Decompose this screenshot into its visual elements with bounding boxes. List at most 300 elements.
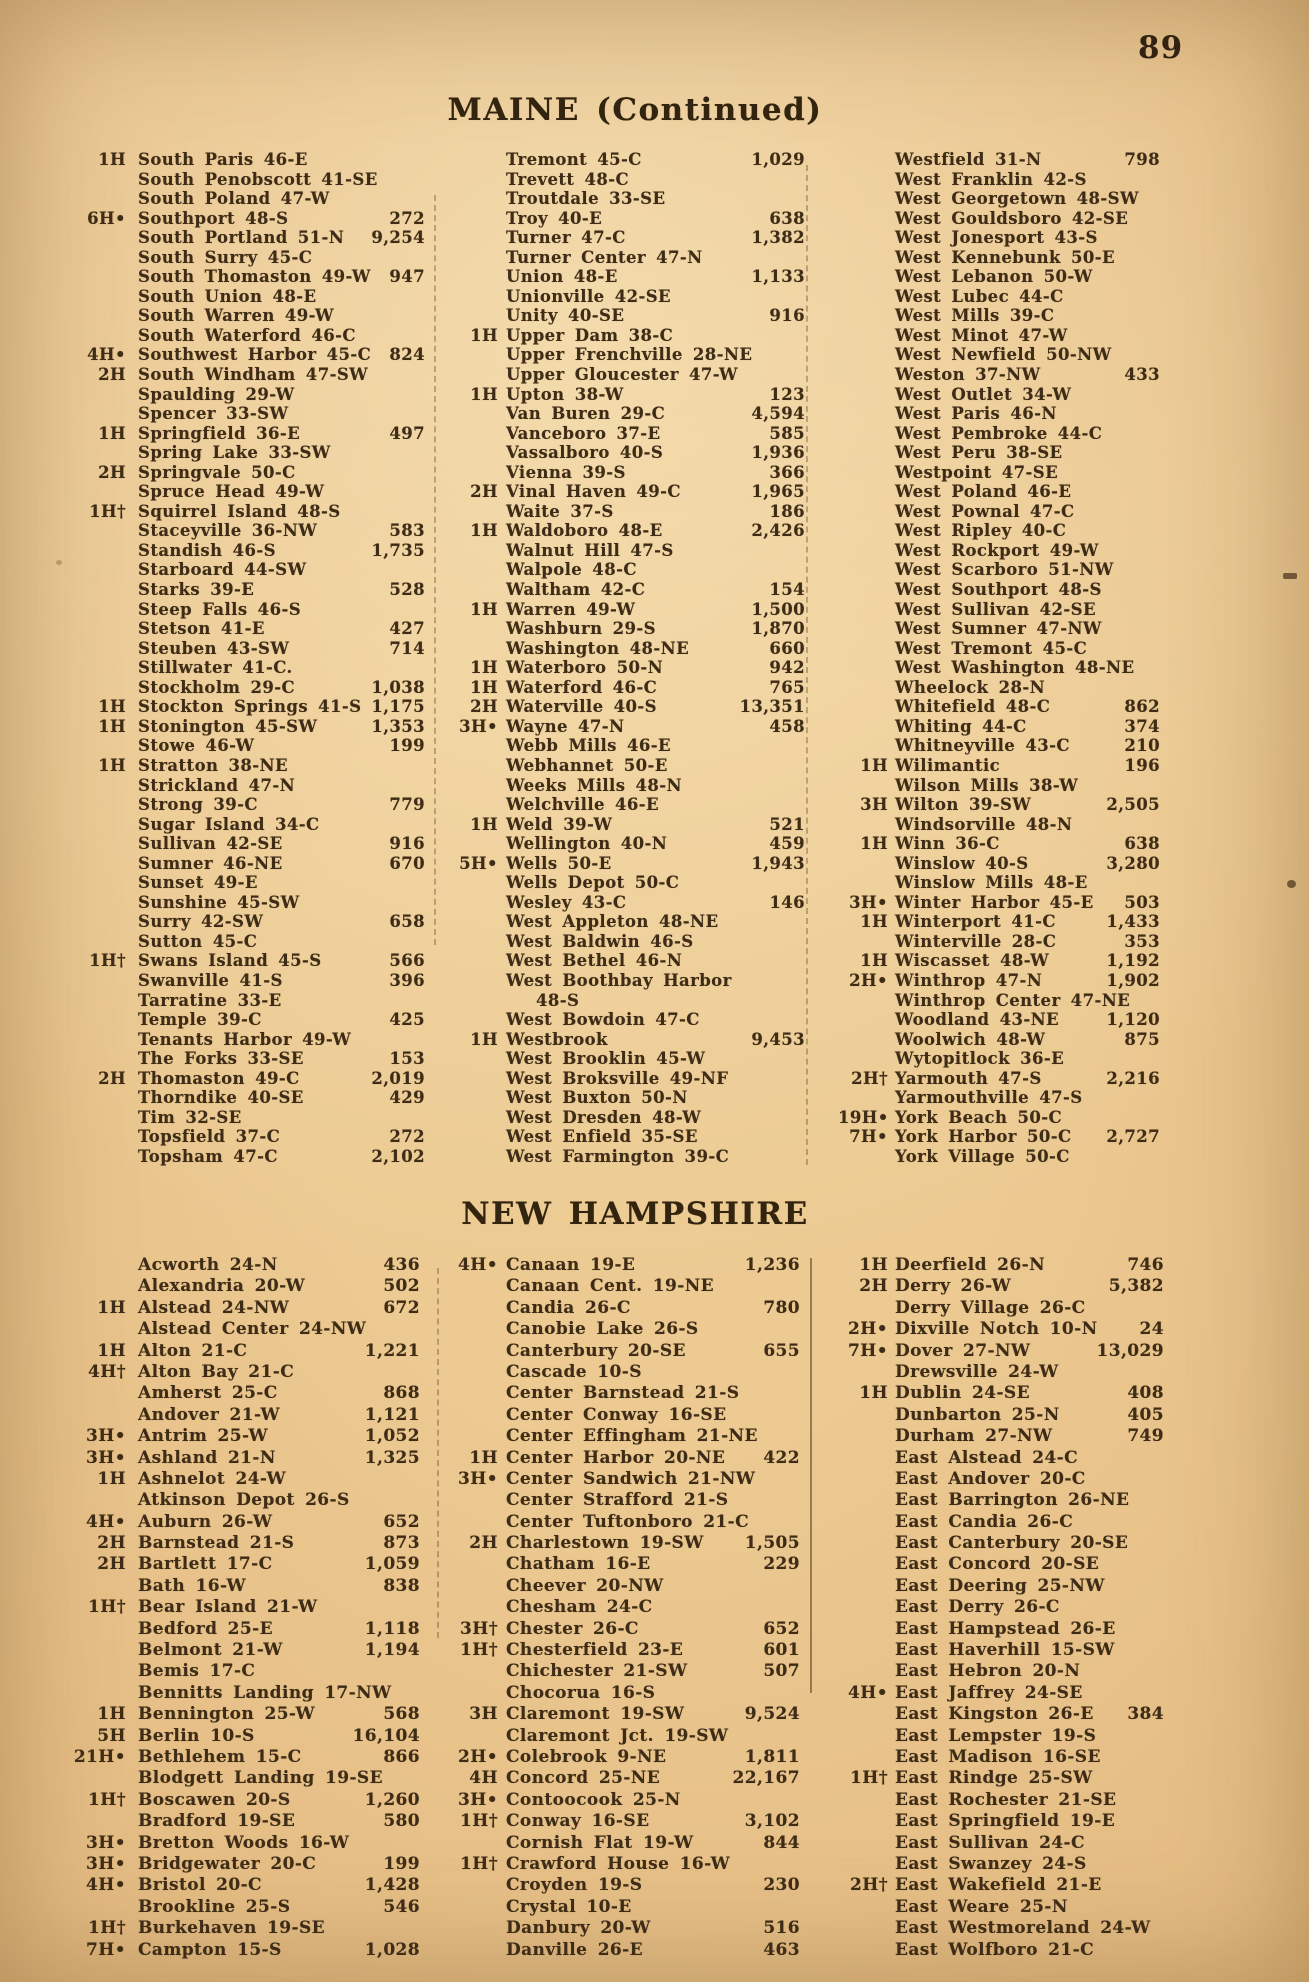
entry-name: Chester 26-C [506, 1618, 639, 1639]
entry-prefix: 4H• [87, 345, 126, 365]
entry-prefix: 6H• [87, 208, 126, 228]
entry-population: 670 [389, 853, 425, 873]
entry-name: South Portland 51-N [138, 228, 345, 248]
directory-row [452, 482, 805, 502]
entry-name: Vassalboro 40-S [506, 443, 664, 463]
entry-prefix: 1H [98, 716, 126, 736]
entry-name: West Washington 48-NE [895, 658, 1135, 678]
directory-row [838, 345, 1160, 365]
entry-population: 672 [383, 1297, 420, 1318]
entry-name: Starks 39-E [138, 580, 255, 600]
entry-population: 2,727 [1106, 1127, 1160, 1147]
entry-name: Belmont 21-W [138, 1640, 283, 1661]
entry-prefix: 1H [860, 912, 888, 932]
directory-row [452, 287, 805, 307]
entry-prefix: 1H [97, 1468, 126, 1489]
entry-population: 2,102 [371, 1146, 425, 1166]
directory-row [452, 1875, 800, 1896]
entry-name: Sullivan 42-SE [138, 834, 283, 854]
entry-population: 123 [769, 384, 805, 404]
directory-row [838, 1049, 1160, 1069]
directory-row [452, 385, 805, 405]
directory-row [62, 1833, 420, 1854]
directory-row [452, 951, 805, 971]
entry-name: South Paris 46-E [138, 150, 308, 169]
entry-name: East Madison 16-SE [895, 1746, 1101, 1767]
directory-row [452, 170, 805, 190]
entry-name: Whitefield 48-C [895, 697, 1051, 717]
entry-name: Bartlett 17-C [138, 1554, 273, 1575]
entry-name: West Rockport 49-W [895, 540, 1099, 560]
directory-row [452, 1049, 805, 1069]
entry-population: 374 [1124, 716, 1160, 736]
directory-row [452, 658, 805, 678]
entry-population: 546 [383, 1896, 420, 1917]
directory-row [62, 1790, 420, 1811]
directory-row [838, 854, 1160, 874]
directory-row [452, 873, 805, 893]
new-hampshire-column-3 [838, 1255, 1164, 1961]
entry-name: Webb Mills 46-E [506, 736, 671, 756]
entry-name: Sunshine 45-SW [138, 892, 300, 912]
entry-prefix: 1H [470, 658, 498, 678]
entry-name: Chocorua 16-S [506, 1682, 656, 1703]
directory-row [452, 541, 805, 561]
directory-row [838, 1255, 1164, 1276]
entry-name: Derry Village 26-C [895, 1297, 1086, 1318]
entry-prefix: 1H [97, 1340, 126, 1361]
directory-row [72, 306, 425, 326]
entry-name: Wellington 40-N [506, 834, 668, 854]
entry-name: Alstead Center 24-NW [138, 1319, 367, 1340]
entry-name: Winn 36-C [895, 834, 1000, 854]
entry-population: 1,382 [751, 228, 805, 248]
directory-row [62, 1661, 420, 1682]
entry-population: 422 [763, 1447, 800, 1468]
entry-name: Spaulding 29-W [138, 384, 295, 404]
entry-prefix: 7H• [86, 1939, 126, 1960]
entry-name: Chesterfield 23-E [506, 1640, 684, 1661]
entry-name: Bradford 19-SE [138, 1811, 296, 1832]
directory-row [72, 209, 425, 229]
entry-name: West Dresden 48-W [506, 1107, 702, 1127]
directory-row [62, 1940, 420, 1961]
directory-row [838, 248, 1160, 268]
directory-row [62, 1897, 420, 1918]
entry-name: East Wolfboro 21-C [895, 1939, 1095, 1960]
directory-row [72, 365, 425, 385]
entry-population: 1,192 [1106, 951, 1160, 971]
entry-name: East Rochester 21-SE [895, 1789, 1117, 1810]
directory-row [72, 678, 425, 698]
entry-name: Wells Depot 50-C [506, 873, 680, 893]
entry-prefix: 1H [860, 755, 888, 775]
directory-row [452, 1147, 805, 1167]
entry-name: East Derry 26-C [895, 1597, 1060, 1618]
directory-row [838, 1897, 1164, 1918]
entry-population: 580 [383, 1811, 420, 1832]
entry-name: Whiting 44-C [895, 716, 1027, 736]
entry-name: Woolwich 48-W [895, 1029, 1046, 1049]
directory-row [452, 932, 805, 952]
entry-population: 22,167 [732, 1768, 800, 1789]
directory-row [838, 736, 1160, 756]
entry-name: Bedford 25-E [138, 1618, 273, 1639]
entry-population: 186 [769, 501, 805, 521]
entry-name: Winterville 28-C [895, 931, 1057, 951]
entry-population: 353 [1124, 931, 1160, 951]
entry-name: Tenants Harbor 49-W [138, 1029, 352, 1049]
directory-row [838, 1790, 1164, 1811]
directory-row [838, 1010, 1160, 1030]
entry-name: Starboard 44-SW [138, 560, 307, 580]
entry-name: West Poland 46-E [895, 482, 1072, 502]
entry-prefix: 2H [98, 365, 126, 385]
entry-name: Center Barnstead 21-S [506, 1383, 740, 1404]
entry-name: Winthrop 47-N [895, 970, 1043, 990]
entry-population: 568 [383, 1704, 420, 1725]
entry-name: West Jonesport 43-S [895, 228, 1098, 248]
entry-prefix: 3H• [86, 1447, 126, 1468]
entry-population: 1,500 [751, 599, 805, 619]
directory-row [838, 209, 1160, 229]
entry-population: 230 [763, 1875, 800, 1896]
directory-row [452, 228, 805, 248]
directory-row [72, 521, 425, 541]
entry-population: 2,426 [751, 521, 805, 541]
entry-name: West Enfield 35-SE [506, 1127, 698, 1147]
entry-population: 396 [389, 970, 425, 990]
directory-row [72, 228, 425, 248]
entry-prefix: 2H [97, 1533, 126, 1554]
directory-row [62, 1918, 420, 1939]
entry-name: East Concord 20-SE [895, 1554, 1100, 1575]
entry-population: 384 [1127, 1704, 1164, 1725]
entry-population: 196 [1124, 755, 1160, 775]
entry-name: Strong 39-C [138, 795, 258, 815]
entry-prefix: 2H [97, 1554, 126, 1575]
entry-name: West Sullivan 42-SE [895, 599, 1096, 619]
entry-prefix: 1H† [89, 951, 126, 971]
entry-prefix: 1H [860, 834, 888, 854]
directory-row [72, 658, 425, 678]
directory-row [452, 248, 805, 268]
entry-prefix: 2H† [851, 1068, 888, 1088]
entry-population: 272 [389, 1127, 425, 1147]
entry-name: York Beach 50-C [895, 1107, 1063, 1127]
directory-row [838, 1127, 1160, 1147]
entry-name: East Sullivan 24-C [895, 1832, 1085, 1853]
directory-row [838, 678, 1160, 698]
column-divider [810, 1258, 812, 1693]
entry-prefix: 3H• [458, 1789, 498, 1810]
directory-row [72, 1030, 425, 1050]
directory-row [838, 365, 1160, 385]
new-hampshire-column-2 [452, 1255, 800, 1961]
entry-name: East Canterbury 20-SE [895, 1533, 1129, 1554]
entry-population: 947 [389, 267, 425, 287]
entry-population: 199 [389, 736, 425, 756]
entry-name: Unity 40-SE [506, 306, 625, 326]
entry-prefix: 5H• [459, 853, 498, 873]
directory-row [452, 893, 805, 913]
entry-name: Swans Island 45-S [138, 951, 322, 971]
entry-population: 652 [763, 1618, 800, 1639]
entry-prefix: 1H† [460, 1640, 498, 1661]
entry-population: 862 [1124, 697, 1160, 717]
entry-population: 1,059 [364, 1554, 420, 1575]
entry-name: Wayne 47-N [506, 716, 625, 736]
entry-name: West Kennebunk 50-E [895, 247, 1115, 267]
column-divider [806, 165, 808, 1165]
entry-name: West Sumner 47-NW [895, 619, 1102, 639]
entry-name: Center Conway 16-SE [506, 1404, 727, 1425]
entry-name: West Pembroke 44-C [895, 423, 1103, 443]
entry-name: Yarmouthville 47-S [895, 1088, 1083, 1108]
directory-row [452, 424, 805, 444]
entry-name: Contoocook 25-N [506, 1789, 681, 1810]
directory-row [838, 170, 1160, 190]
entry-name: Windsorville 48-N [895, 814, 1073, 834]
directory-row [838, 619, 1160, 639]
directory-row [452, 1576, 800, 1597]
entry-population: 838 [383, 1575, 420, 1596]
entry-name: Steuben 43-SW [138, 638, 290, 658]
entry-name: Stonington 45-SW [138, 716, 318, 736]
directory-row [838, 1405, 1164, 1426]
directory-row [838, 1448, 1164, 1469]
entry-name: Waite 37-S [506, 501, 614, 521]
directory-row [62, 1383, 420, 1404]
entry-population: 463 [763, 1939, 800, 1960]
entry-name: Southwest Harbor 45-C [138, 345, 372, 365]
directory-row [838, 893, 1160, 913]
directory-row [72, 639, 425, 659]
entry-population: 566 [389, 951, 425, 971]
directory-row [838, 639, 1160, 659]
directory-row [838, 1147, 1160, 1167]
directory-row [838, 1341, 1164, 1362]
entry-name: Drewsville 24-W [895, 1361, 1059, 1382]
entry-name: Waterville 40-S [506, 697, 657, 717]
directory-row [62, 1875, 420, 1896]
entry-name: Stillwater 41-C. [138, 658, 293, 678]
entry-prefix: 3H [469, 1704, 498, 1725]
entry-prefix: 21H• [73, 1746, 126, 1767]
directory-row [452, 1619, 800, 1640]
directory-row [62, 1726, 420, 1747]
directory-row [62, 1298, 420, 1319]
entry-population: 638 [769, 208, 805, 228]
entry-name: Winterport 41-C [895, 912, 1056, 932]
directory-row [838, 1747, 1164, 1768]
entry-name: East Alstead 24-C [895, 1447, 1079, 1468]
directory-row [72, 287, 425, 307]
entry-name: South Windham 47-SW [138, 365, 369, 385]
directory-row [838, 1875, 1164, 1896]
directory-row [62, 1490, 420, 1511]
entry-name: Surry 42-SW [138, 912, 264, 932]
entry-name: Bath 16-W [138, 1575, 246, 1596]
entry-name: Conway 16-SE [506, 1811, 650, 1832]
entry-prefix: 1H [859, 1255, 888, 1275]
directory-row [452, 639, 805, 659]
directory-row [838, 1726, 1164, 1747]
directory-row [62, 1512, 420, 1533]
entry-name: Danbury 20-W [506, 1918, 651, 1939]
entry-prefix: 3H† [460, 1618, 498, 1639]
directory-row [452, 463, 805, 483]
entry-name: South Waterford 46-C [138, 325, 356, 345]
entry-population: 660 [769, 638, 805, 658]
entry-name: Wheelock 28-N [895, 677, 1046, 697]
entry-prefix: 1H [98, 423, 126, 443]
entry-name: Bristol 20-C [138, 1875, 262, 1896]
directory-row [838, 1854, 1164, 1875]
entry-name: Center Sandwich 21-NW [506, 1468, 756, 1489]
entry-name: Staceyville 36-NW [138, 521, 318, 541]
directory-row [838, 971, 1160, 991]
directory-row [838, 287, 1160, 307]
entry-prefix: 1H [470, 325, 498, 345]
ink-speck [1283, 573, 1297, 579]
entry-prefix: 1H† [88, 1789, 126, 1810]
directory-row [838, 1512, 1164, 1533]
entry-population: 1,965 [751, 482, 805, 502]
directory-row [838, 150, 1160, 170]
entry-name: Woodland 43-NE [895, 1010, 1060, 1030]
directory-row [452, 1010, 805, 1030]
directory-row [838, 1833, 1164, 1854]
entry-name: Boscawen 20-S [138, 1789, 291, 1810]
entry-name: Upper Dam 38-C [506, 325, 674, 345]
entry-name: Winthrop Center 47-NE [895, 990, 1131, 1010]
column-divider [437, 1268, 439, 1638]
directory-row [838, 1683, 1164, 1704]
entry-name: West Minot 47-W [895, 325, 1068, 345]
directory-row [452, 1811, 800, 1832]
entry-name: East Wakefield 21-E [895, 1875, 1102, 1896]
directory-row [452, 150, 805, 170]
entry-name: Canaan Cent. 19-NE [506, 1276, 715, 1297]
entry-name: Auburn 26-W [138, 1511, 273, 1532]
directory-row [72, 248, 425, 268]
directory-row [452, 619, 805, 639]
directory-row [452, 815, 805, 835]
entry-name: Center Harbor 20-NE [506, 1447, 726, 1468]
entry-name: The Forks 33-SE [138, 1049, 304, 1069]
entry-population: 866 [383, 1746, 420, 1767]
entry-name: East Deering 25-NW [895, 1575, 1105, 1596]
directory-row [62, 1405, 420, 1426]
entry-name: West Outlet 34-W [895, 384, 1072, 404]
entry-name: Waterboro 50-N [506, 658, 664, 678]
entry-name: West Bowdoin 47-C [506, 1010, 700, 1030]
entry-name: Topsfield 37-C [138, 1127, 281, 1147]
entry-population: 272 [389, 208, 425, 228]
directory-row [72, 932, 425, 952]
entry-population: 13,351 [739, 697, 805, 717]
directory-row [838, 228, 1160, 248]
directory-row [72, 717, 425, 737]
directory-row [838, 404, 1160, 424]
entry-name: Cornish Flat 19-W [506, 1832, 694, 1853]
entry-prefix: 1H† [460, 1853, 498, 1874]
entry-name: West Georgetown 48-SW [895, 189, 1139, 209]
directory-row [452, 1747, 800, 1768]
directory-row [838, 463, 1160, 483]
entry-name: Bretton Woods 16-W [138, 1832, 350, 1853]
entry-prefix: 3H• [86, 1426, 126, 1447]
entry-name: West Paris 46-N [895, 404, 1057, 424]
directory-row [72, 991, 425, 1011]
directory-row [452, 736, 805, 756]
entry-name: West Bethel 46-N [506, 951, 683, 971]
directory-row [452, 1426, 800, 1447]
entry-population: 652 [383, 1511, 420, 1532]
entry-name: South Thomaston 49-W [138, 267, 371, 287]
directory-row [452, 1069, 805, 1089]
entry-name: Southport 48-S [138, 208, 289, 228]
directory-row [452, 756, 805, 776]
entry-name: Walnut Hill 47-S [506, 540, 674, 560]
directory-row [72, 815, 425, 835]
entry-name: Temple 39-C [138, 1010, 262, 1030]
entry-name: Springfield 36-E [138, 423, 301, 443]
entry-population: 459 [769, 834, 805, 854]
directory-row [838, 1619, 1164, 1640]
entry-population: 1,118 [364, 1618, 420, 1639]
entry-name: West Tremont 45-C [895, 638, 1088, 658]
entry-name: Cascade 10-S [506, 1361, 642, 1382]
entry-name: Waltham 42-C [506, 580, 646, 600]
directory-row [452, 600, 805, 620]
entry-prefix: 3H• [849, 892, 888, 912]
entry-name: South Surry 45-C [138, 247, 313, 267]
entry-prefix: 1H [470, 599, 498, 619]
entry-name: 48-S [536, 990, 580, 1010]
directory-row [838, 717, 1160, 737]
directory-row [72, 971, 425, 991]
directory-row [72, 776, 425, 796]
entry-population: 2,505 [1106, 795, 1160, 815]
entry-population: 199 [383, 1853, 420, 1874]
entry-name: Deerfield 26-N [895, 1255, 1046, 1275]
entry-population: 3,280 [1106, 853, 1160, 873]
directory-row [452, 306, 805, 326]
entry-prefix: 2H [470, 697, 498, 717]
directory-row [452, 1640, 800, 1661]
entry-prefix: 1H [469, 1447, 498, 1468]
entry-prefix: 1H [859, 1383, 888, 1404]
entry-name: Weeks Mills 48-N [506, 775, 683, 795]
entry-prefix: 4H† [88, 1361, 126, 1382]
entry-population: 765 [769, 677, 805, 697]
entry-name: Atkinson Depot 26-S [138, 1490, 350, 1511]
ink-speck [1287, 880, 1296, 888]
entry-name: Stockton Springs 41-S [138, 697, 362, 717]
directory-row [452, 267, 805, 287]
entry-prefix: 1H† [850, 1768, 888, 1789]
entry-name: Croyden 19-S [506, 1875, 643, 1896]
directory-row [452, 834, 805, 854]
entry-name: West Broksville 49-NF [506, 1068, 729, 1088]
directory-row [452, 1768, 800, 1789]
directory-row [452, 1127, 805, 1147]
entry-name: West Baldwin 46-S [506, 931, 694, 951]
directory-row [72, 854, 425, 874]
entry-population: 1,133 [751, 267, 805, 287]
